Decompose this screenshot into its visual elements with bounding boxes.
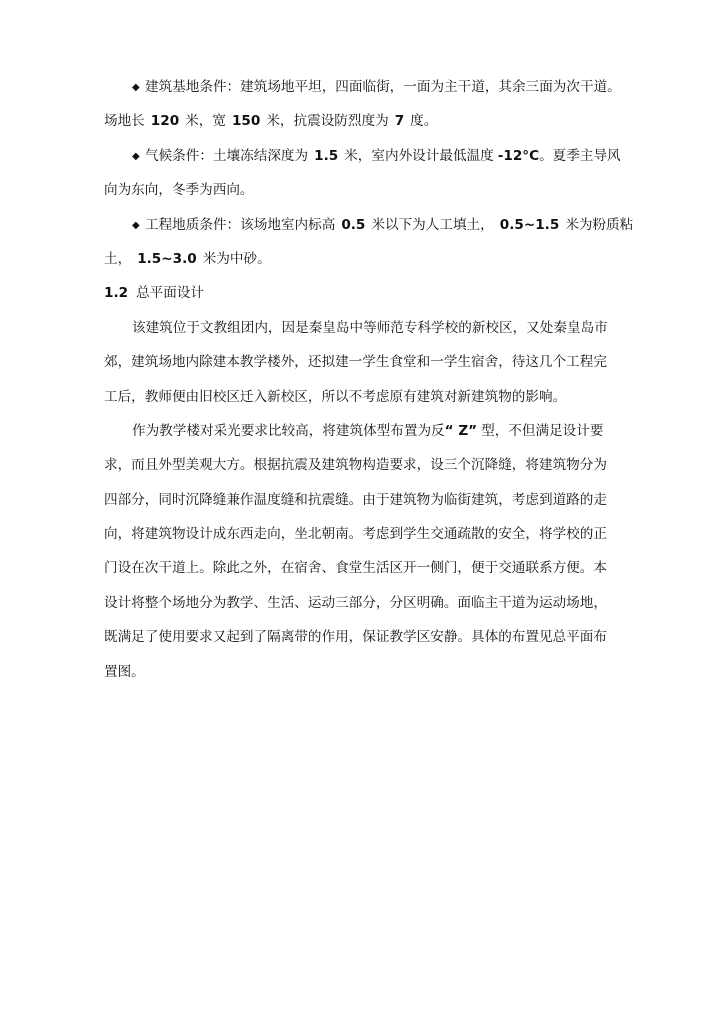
silty-clay-range-value: 0.5~1.5 xyxy=(499,216,560,233)
site-length-prefix: 场地长 xyxy=(104,113,145,130)
paragraph-1-line: 郊，建筑场地内除建本教学楼外，还拟建一学生食堂和一学生宿舍，待这几个工程完 xyxy=(104,354,607,371)
geology-text-2: 米以下为人工填土， xyxy=(371,216,494,233)
paragraph-2-text-b: 型，不但满足设计要 xyxy=(481,422,604,439)
medium-sand-range-value: 1.5~3.0 xyxy=(137,250,197,267)
paragraph-1-line: 该建筑位于文教组团内，因是秦皇岛中等师范专科学校的新校区，又处秦皇岛市 xyxy=(132,319,608,336)
site-conditions-line-2 xyxy=(104,104,676,138)
paragraph-2-line: 既满足了使用要求又起到了隔离带的作用，保证教学区安静。具体的布置见总平面布 xyxy=(104,629,607,646)
climate-text-1: 土壤冻结深度为 xyxy=(212,147,309,164)
paragraph-2-line: 向，将建筑物设计成东西走向，坐北朝南。考虑到学生交通疏散的安全，将学校的正 xyxy=(104,526,607,543)
climate-text-4: 向为东向，冬季为西向。 xyxy=(104,182,254,199)
paragraph-2-text-a: 作为教学楼对采光要求比较高，将建筑体型布置为反 xyxy=(132,422,445,439)
geology-text-3: 米为粉质粘 xyxy=(565,216,634,233)
geology-text-5: 米为中砂。 xyxy=(202,250,271,267)
fill-depth-value: 0.5 xyxy=(341,216,366,233)
geology-text-4: 土， xyxy=(104,250,132,267)
geology-label: 工程地质条件： xyxy=(145,216,241,233)
climate-line-2 xyxy=(104,173,676,207)
diamond-bullet-icon: ◆ xyxy=(132,219,140,231)
geology-line-2 xyxy=(104,242,676,276)
section-title: 总平面设计 xyxy=(136,285,205,302)
paragraph-2-line: 求，而且外型美观大方。根据抗震及建筑物构造要求，设三个沉降缝，将建筑物分为 xyxy=(104,457,607,474)
climate-label: 气候条件： xyxy=(145,147,213,164)
diamond-bullet-icon: ◆ xyxy=(132,82,140,93)
seismic-intensity-unit: 度。 xyxy=(410,113,438,130)
seismic-intensity-value: 7 xyxy=(394,113,405,130)
site-width-unit: 米，抗震设防烈度为 xyxy=(266,113,389,130)
section-heading xyxy=(104,276,676,310)
site-conditions-text: 建筑场地平坦，四面临街，一面为主干道，其余三面为次干道。 xyxy=(240,79,621,95)
frost-depth-value: 1.5 xyxy=(314,147,339,164)
document-body xyxy=(104,70,676,689)
geology-line-1 xyxy=(104,208,676,242)
paragraph-2-line: 置图。 xyxy=(104,663,145,680)
site-conditions-line-1 xyxy=(104,70,676,104)
paragraph-2-line xyxy=(104,414,676,448)
site-width-value: 150 xyxy=(231,113,261,130)
geology-text-1: 该场地室内标高 xyxy=(240,216,336,233)
climate-text-2: 米，室内外设计最低温度 xyxy=(344,147,494,164)
climate-text-3: 。夏季主导风 xyxy=(539,147,621,164)
climate-line-1 xyxy=(104,139,676,173)
paragraph-2-line: 四部分，同时沉降缝兼作温度缝和抗震缝。由于建筑物为临街建筑，考虑到道路的走 xyxy=(104,491,607,508)
section-number: 1.2 xyxy=(104,285,129,302)
site-length-value: 120 xyxy=(150,113,180,130)
site-conditions-label: 建筑基地条件： xyxy=(145,79,241,95)
min-temperature-value: -12°C xyxy=(497,147,540,164)
diamond-bullet-icon: ◆ xyxy=(132,150,140,162)
paragraph-1-line: 工后，教师便由旧校区迁入新校区，所以不考虑原有建筑对新建筑物的影响。 xyxy=(104,388,567,405)
z-shape-label: “ Z” xyxy=(444,422,478,439)
paragraph-2-line: 设计将整个场地分为教学、生活、运动三部分，分区明确。面临主干道为运动场地， xyxy=(104,594,607,611)
paragraph-2-line: 门设在次干道上。除此之外，在宿舍、食堂生活区开一侧门，便于交通联系方便。本 xyxy=(104,560,607,577)
site-length-unit: 米，宽 xyxy=(185,113,226,130)
